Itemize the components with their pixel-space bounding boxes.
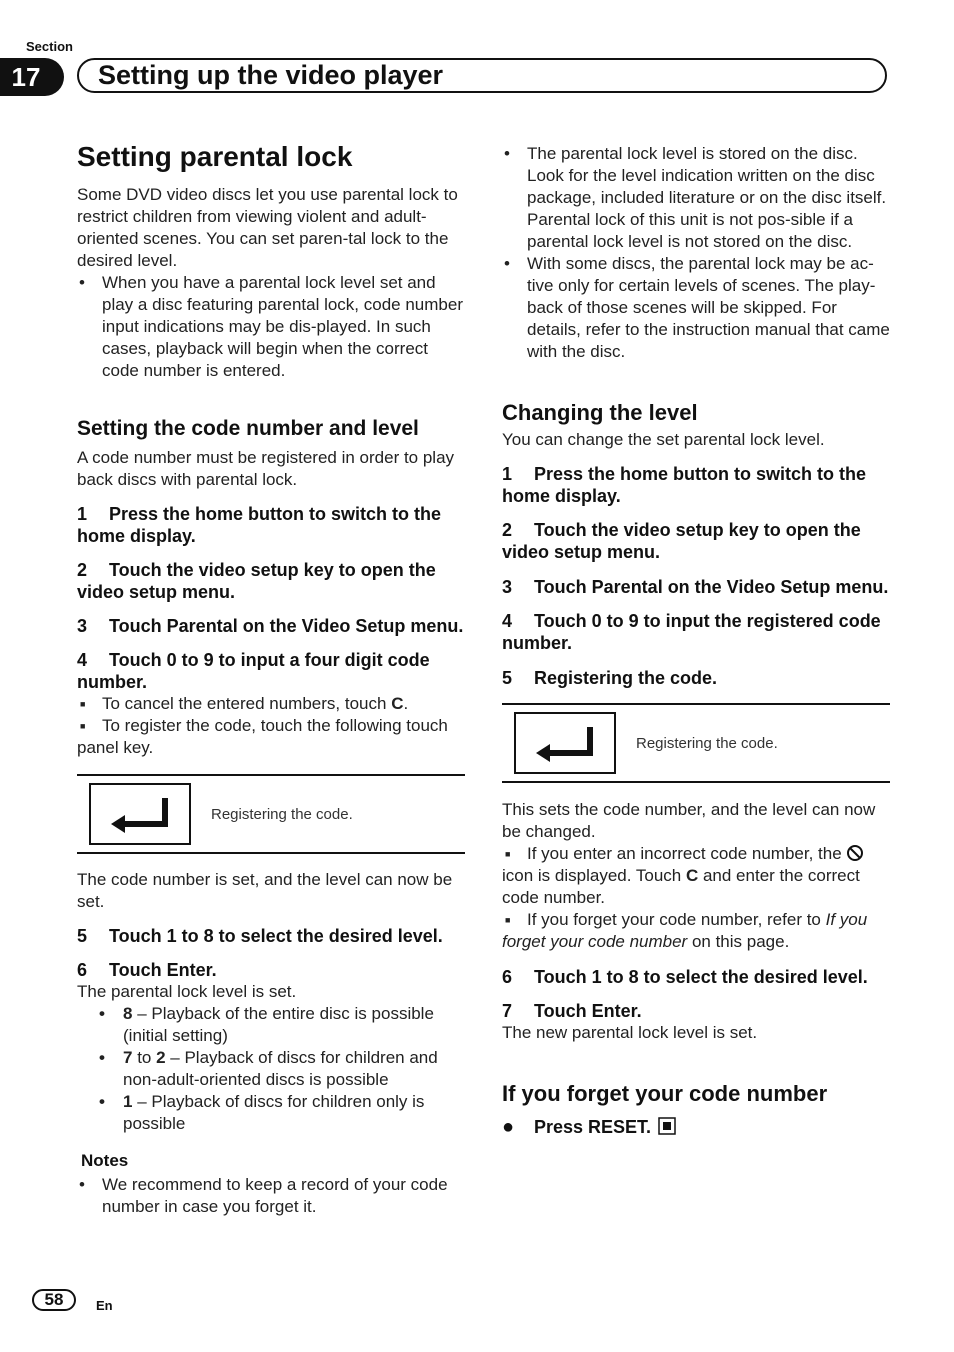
intro-bullet: • When you have a parental lock level set and play a disc featuring parental lock, code number input indications may be dis-played. In such cases, playback will begin when the correct code number is entered.: [77, 272, 465, 382]
notes-title: Notes: [81, 1151, 129, 1170]
disc-bullets: [502, 143, 890, 363]
step-5: 5 Touch 1 to 8 to select the desired level.: [77, 926, 443, 946]
level-item: • 8 – Playback of the entire disc is possible (initial setting): [77, 1003, 465, 1047]
round-bullet-icon: ●: [502, 1116, 515, 1138]
change-step-1: 1 Press the home button to switch to the home display.: [502, 464, 867, 506]
key-panel: [502, 703, 890, 783]
section-title: Setting up the video player: [98, 60, 444, 90]
subsection-intro: A code number must be registered in order to play back discs with parental lock.: [77, 448, 455, 489]
change-step-5: 5 Registering the code.: [502, 668, 718, 688]
intro-paragraph: Some DVD video discs let you use parental lock to restrict children from viewing violent and adult-oriented scenes. You can set paren-tal lock to the desired level.: [77, 185, 458, 270]
after-key-text: The code number is set, and the level can now be set.: [77, 870, 453, 911]
page-title: Setting parental lock: [77, 141, 353, 172]
after-key-text: This sets the code number, and the level can now be changed.: [502, 800, 876, 841]
change-step-6: 6 Touch 1 to 8 to select the desired level.: [502, 967, 868, 987]
step-4: 4 Touch 0 to 9 to input a four digit code number.: [77, 650, 430, 692]
change-step-7: 7 Touch Enter.: [502, 1001, 642, 1021]
change-step-2: 2 Touch the video setup key to open the video setup menu.: [502, 520, 861, 562]
change-step-4: 4 Touch 0 to 9 to input the registered code number.: [502, 611, 881, 653]
key-caption: Registering the code.: [211, 805, 353, 823]
level-list: [77, 1003, 465, 1135]
enter-arrow-icon: [532, 723, 598, 763]
language-label: En: [96, 1298, 113, 1313]
subsection-title-change: Changing the level: [502, 400, 698, 425]
subsection-title-forget: If you forget your code number: [502, 1081, 828, 1106]
subsection-title-code: Setting the code number and level: [77, 417, 419, 440]
enter-key[interactable]: [89, 783, 191, 845]
key-caption: Registering the code.: [636, 734, 778, 752]
enter-arrow-icon: [107, 794, 173, 834]
intro-bullets: [77, 272, 465, 382]
change-notes: [502, 843, 890, 953]
note-incorrect-code: ■ If you enter an incorrect code number, the icon is displayed. Touch C and enter the correct code number.: [502, 843, 890, 909]
step-6: 6 Touch Enter.: [77, 960, 217, 980]
note-register: ■ To register the code, touch the following touch panel key.: [77, 715, 465, 759]
step-4-notes: [77, 693, 465, 759]
step-1: 1 Press the home button to switch to the home display.: [77, 504, 442, 546]
section-number: 17: [0, 58, 64, 96]
step-6-result: The parental lock level is set.: [77, 982, 297, 1001]
enter-key[interactable]: [514, 712, 616, 774]
step-2: 2 Touch the video setup key to open the video setup menu.: [77, 560, 436, 602]
change-intro: You can change the set parental lock level.: [502, 430, 825, 449]
note-item: • We recommend to keep a record of your code number in case you forget it.: [77, 1174, 465, 1218]
note-cancel: ■ To cancel the entered numbers, touch C.: [77, 693, 465, 715]
prohibited-icon: [846, 844, 864, 862]
left-column: [77, 140, 465, 1218]
level-item: • 1 – Playback of discs for children only is possible: [77, 1091, 465, 1135]
end-mark-icon: [658, 1117, 676, 1135]
page-number: 58: [32, 1289, 76, 1311]
forget-step: ● Press RESET.: [502, 1116, 890, 1138]
disc-bullet: • With some discs, the parental lock may be ac-tive only for certain levels of scenes. The play-back of those scenes will be skipped. For details, refer to the instruction manual that came with the disc.: [502, 253, 890, 363]
section-label: Section: [26, 39, 73, 54]
key-panel: [77, 774, 465, 854]
level-item: • 7 to 2 – Playback of discs for children and non-adult-oriented discs is possible: [77, 1047, 465, 1091]
step-7-result: The new parental lock level is set.: [502, 1023, 758, 1042]
right-column: [502, 143, 890, 1138]
change-step-3: 3 Touch Parental on the Video Setup menu.: [502, 577, 889, 597]
step-3: 3 Touch Parental on the Video Setup menu.: [77, 616, 464, 636]
notes-list: [77, 1174, 465, 1218]
disc-bullet: • The parental lock level is stored on the disc. Look for the level indication written on the disc package, included literature or on the disc itself. Parental lock of this unit is not pos-sible if a parental lock level is not stored on the disc.: [502, 143, 890, 253]
note-forgot-code: ■ If you forget your code number, refer to If you forget your code number on this page.: [502, 909, 890, 953]
